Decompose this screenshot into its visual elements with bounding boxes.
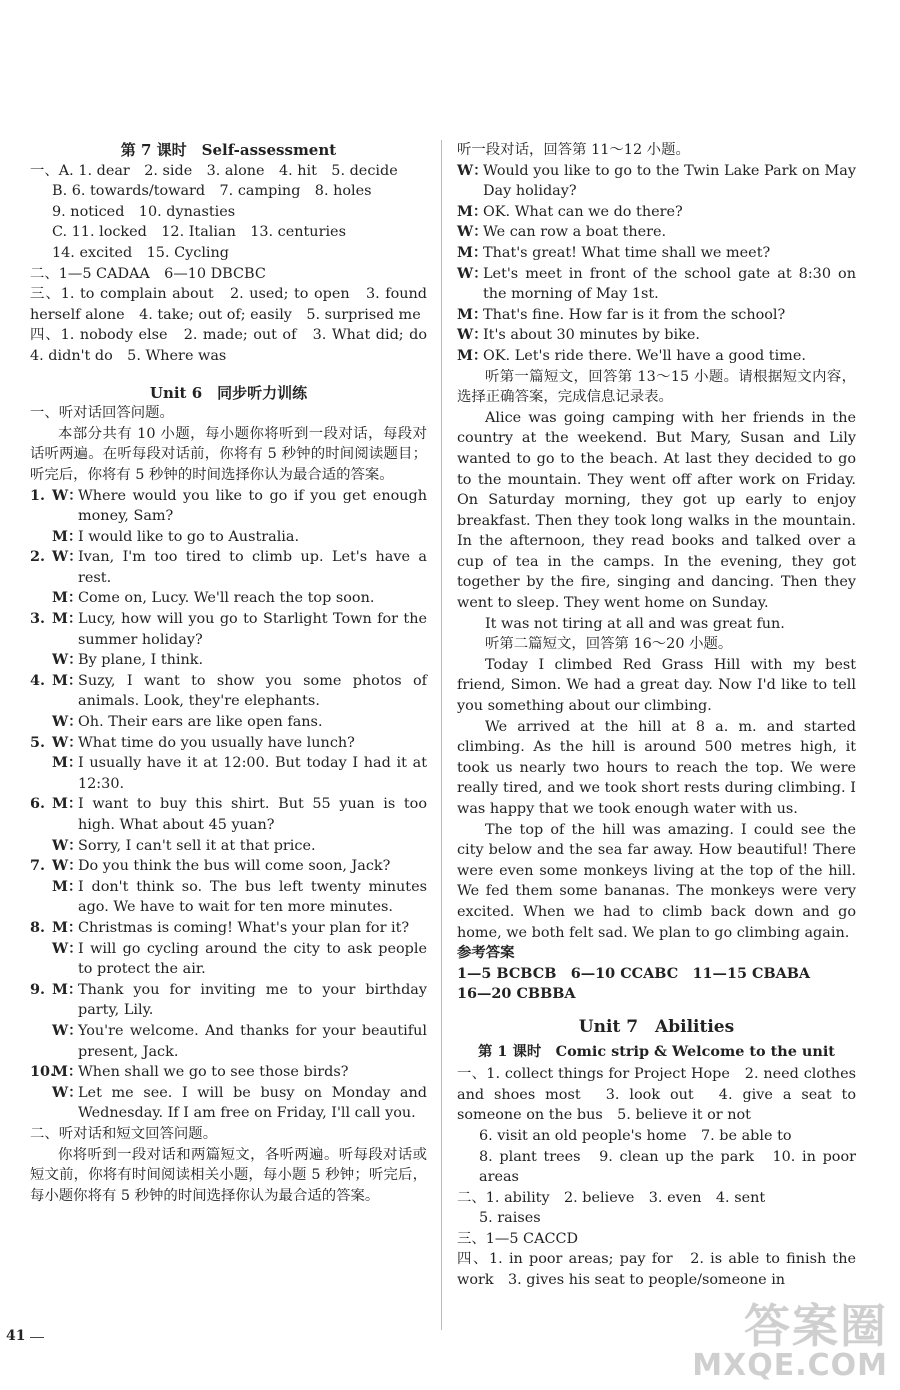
dialogue-text: I would like to go to Australia.	[78, 528, 300, 545]
item-number: 2.	[30, 548, 46, 566]
answer-line: 三、1. to complain about 2. used; to open 3. found herself alone 4. take; out of; easily 5. surprised me	[30, 286, 427, 323]
speaker: M：	[52, 671, 83, 689]
item-number: 7.	[30, 857, 46, 875]
speaker: W：	[52, 733, 83, 751]
dialogue-line	[30, 753, 427, 794]
dialogue-intro: 听一段对话，回答第 11～12 小题。	[457, 142, 690, 158]
item-number: 4.	[30, 671, 46, 689]
answer-line: C. 11. locked 12. Italian 13. centuries	[52, 224, 346, 241]
dialogue-line	[30, 980, 427, 1021]
dialogue-line	[30, 712, 427, 733]
passage-intro: 听第一篇短文，回答第 13～15 小题。请根据短文内容，选择正确答案，完成信息记录表。	[457, 368, 856, 406]
dialogue-list	[30, 486, 427, 1124]
dialogue-line	[30, 877, 427, 918]
dialogue-line	[30, 486, 427, 527]
answer-line: 6. visit an old people's home 7. be able to	[479, 1127, 792, 1144]
dialogue-text: Where would you like to go if you get enough money, Sam?	[78, 487, 427, 525]
passage-paragraph: Today I climbed Red Grass Hill with my best friend, Simon. We had a great day. Now I'd like to tell you something about our climbing.	[457, 656, 856, 715]
dialogue-line	[30, 918, 427, 939]
speaker: M：	[52, 795, 83, 813]
dialogue-line	[457, 305, 856, 326]
passage-paragraph: The top of the hill was amazing. I could see the city below and the sea far away. How beautiful! There were even some monkeys living at the top of the hill. We fed them some bananas. The monkeys were very excited. When we had to climb back down and go home, we both felt sad. We plan to go climbing again.	[457, 821, 856, 941]
item-number: 3.	[30, 610, 46, 628]
dialogue-line	[30, 733, 427, 754]
answer-key-line: 16—20 CBBBA	[457, 985, 576, 1003]
dialogue-text: What time do you usually have lunch?	[78, 734, 355, 751]
dialogue-line	[457, 325, 856, 346]
dialogue-line	[30, 527, 427, 548]
dialogue-text: Oh. Their ears are like open fans.	[78, 714, 323, 731]
speaker: W：	[457, 326, 488, 344]
answer-line: 9. noticed 10. dynasties	[52, 203, 236, 220]
dialogue-line	[30, 588, 427, 609]
speaker: M：	[457, 202, 488, 220]
speaker: M：	[52, 754, 83, 772]
section-heading: 二、听对话和短文回答问题。	[30, 1125, 218, 1142]
item-number: 5.	[30, 733, 46, 751]
dialogue-text: Suzy, I want to show you some photos of animals. Look, they're elephants.	[78, 672, 427, 710]
answer-key-heading: 参考答案	[457, 944, 515, 962]
speaker: M：	[52, 589, 83, 607]
speaker: M：	[52, 877, 83, 895]
item-number: 10.	[30, 1063, 56, 1081]
answer-line: 四、1. in poor areas; pay for 2. is able to finish the work 3. gives his seat to people/someone in	[457, 1251, 856, 1289]
speaker: W：	[52, 713, 83, 731]
dialogue-text: Let's meet in front of the school gate at 8:30 on the morning of May 1st.	[483, 265, 856, 303]
dialogue-line	[457, 202, 856, 223]
dialogue-text: Do you think the bus will come soon, Jack?	[78, 858, 391, 875]
speaker: W：	[52, 1083, 83, 1101]
dialogue-text: I will go cycling around the city to ask people to protect the air.	[78, 940, 427, 978]
item-number: 1.	[30, 486, 46, 504]
answer-line: B. 6. towards/toward 7. camping 8. holes	[52, 183, 372, 200]
dialogue-line	[30, 794, 427, 835]
dialogue-text: By plane, I think.	[78, 652, 204, 669]
unit6-title: Unit 6 同步听力训练	[149, 383, 308, 402]
answer-line: 四、1. nobody else 2. made; out of 3. What did; do 4. didn't do 5. Where was	[30, 327, 442, 364]
dialogue-line	[30, 609, 427, 650]
dialogue-text: I want to buy this shirt. But 55 yuan is too high. What about 45 yuan?	[78, 796, 427, 833]
answer-line: 二、1. ability 2. believe 3. even 4. sent	[457, 1189, 766, 1206]
answer-line: 14. excited 15. Cycling	[52, 244, 230, 261]
dialogue-line	[30, 836, 427, 857]
passage-intro: 听第二篇短文，回答第 16～20 小题。	[485, 636, 733, 653]
speaker: M：	[457, 346, 488, 364]
right-column	[457, 140, 856, 1291]
dialogue-text: That's great! What time shall we meet?	[483, 244, 771, 261]
dialogue-line	[457, 161, 856, 202]
dialogue-line	[457, 243, 856, 264]
answer-line: 二、1—5 CADAA 6—10 DBCBC	[30, 265, 266, 282]
dialogue-text: You're welcome. And thanks for your beautiful present, Jack.	[78, 1022, 427, 1060]
passage-paragraph: It was not tiring at all and was great fun.	[485, 615, 785, 632]
speaker: W：	[457, 223, 488, 241]
answer-line: 8. plant trees 9. clean up the park 10. in poor areas	[479, 1148, 856, 1186]
dialogue-line	[30, 856, 427, 877]
dialogue-text: Lucy, how will you go to Starlight Town for the summer holiday?	[78, 611, 427, 648]
speaker: M：	[52, 527, 83, 545]
speaker: M：	[457, 243, 488, 261]
dialogue-line	[30, 671, 427, 712]
speaker: W：	[52, 939, 83, 957]
dialogue-line	[30, 1021, 427, 1062]
dialogue-line	[457, 264, 856, 305]
dialogue-text: OK. What can we do there?	[483, 203, 683, 220]
item-number: 8.	[30, 918, 46, 936]
answer-line: 三、1—5 CACCD	[457, 1230, 579, 1247]
section-instructions: 本部分共有 10 小题，每小题你将听到一段对话，每段对话听两遍。在听每段对话前，你将有 5 秒钟的时间阅读题目；听完后，你将有 5 秒钟的时间选择你认为最合适的答案。	[30, 425, 427, 483]
dialogue-line	[30, 1062, 427, 1083]
page-number-rule	[30, 1337, 44, 1338]
speaker: W：	[52, 857, 83, 875]
watermark-logo	[692, 1299, 888, 1383]
dialogue-text: Come on, Lucy. We'll reach the top soon.	[78, 590, 375, 607]
dialogue-text: It's about 30 minutes by bike.	[483, 327, 700, 344]
speaker: W：	[52, 1021, 83, 1039]
dialogue-text: I don't think so. The bus left twenty minutes ago. We have to wait for ten more minutes.	[78, 878, 427, 916]
speaker: W：	[52, 486, 83, 504]
section-heading: 一、听对话回答问题。	[30, 405, 174, 422]
dialogue-text: That's fine. How far is it from the school?	[483, 306, 786, 323]
answer-line: 5. raises	[479, 1210, 541, 1227]
speaker: W：	[52, 651, 83, 669]
answer-key-line: 1—5 BCBCB 6—10 CCABC 11—15 CBABA	[457, 964, 811, 982]
watermark-line1: 答案圈	[744, 1299, 888, 1353]
dialogue-text: Sorry, I can't sell it at that price.	[78, 837, 316, 854]
answer-line: 一、A. 1. dear 2. side 3. alone 4. hit 5. decide	[30, 162, 398, 179]
dialogue-line	[457, 222, 856, 243]
speaker: M：	[52, 610, 83, 628]
watermark-line2: MXQE.COM	[692, 1348, 888, 1383]
speaker: M：	[52, 918, 83, 936]
dialogue-text: I usually have it at 12:00. But today I had it at 12:30.	[78, 755, 427, 792]
dialogue-text: Thank you for inviting me to your birthday party, Lily.	[78, 981, 427, 1019]
dialogue-line	[30, 1083, 427, 1124]
unit7-title: Unit 7 Abilities	[578, 1016, 735, 1037]
passage-paragraph: We arrived at the hill at 8 a. m. and started climbing. As the hill is around 500 metres high, it took us nearly two hours to reach the top. We were really tired, and we took short rests during climbing. I was happy that we took enough water with us.	[457, 718, 856, 817]
dialogue-text: OK. Let's ride there. We'll have a good time.	[483, 347, 806, 364]
item-number: 9.	[30, 980, 46, 998]
answer-line: 一、1. collect things for Project Hope 2. need clothes and shoes most 3. look out 4. give a seat to someone on the bus 5. believe it or not	[457, 1066, 856, 1124]
dialogue-text: When shall we go to see those birds?	[78, 1064, 349, 1081]
dialogue-line	[30, 547, 427, 588]
speaker: M：	[52, 1063, 83, 1081]
passage-paragraph: Alice was going camping with her friends in the country at the weekend. But Mary, Susan and Lily wanted to go to the beach. At last they decided to go to the mountain. They went off after work on Friday. On Saturday morning, they got up early to enjoy breakfast. Then they took long walks in the mountain. In the afternoon, they read books and talked over a cup of tea in the camps. In the evening, they got together by the fire, singing and dancing. Then they went to sleep. They went home on Sunday.	[457, 409, 856, 612]
lesson7-title: 第 7 课时 Self-assessment	[120, 141, 337, 159]
dialogue-text: Christmas is coming! What's your plan for it?	[78, 919, 410, 936]
item-number: 6.	[30, 795, 46, 813]
column-divider	[441, 140, 442, 1330]
page-number: 41	[6, 1328, 26, 1344]
speaker: W：	[52, 836, 83, 854]
left-column	[30, 140, 442, 1206]
speaker: W：	[457, 161, 488, 179]
section-instructions: 你将听到一段对话和两篇短文，各听两遍。听每段对话或短文前，你将有时间阅读相关小题，每小题 5 秒钟；听完后，每小题你将有 5 秒钟的时间选择你认为最合适的答案。	[30, 1146, 427, 1204]
dialogue-text: Let me see. I will be busy on Monday and Wednesday. If I am free on Friday, I'll call you.	[78, 1084, 427, 1122]
dialogue-line	[30, 939, 427, 980]
speaker: M：	[52, 980, 83, 998]
dialogue-text: Ivan, I'm too tired to climb up. Let's have a rest.	[78, 549, 427, 586]
dialogue-line	[457, 346, 856, 367]
dialogue-line	[30, 650, 427, 671]
speaker: M：	[457, 305, 488, 323]
speaker: W：	[457, 264, 488, 282]
dialogue-list	[457, 161, 856, 367]
dialogue-text: We can row a boat there.	[483, 224, 667, 241]
speaker: W：	[52, 548, 83, 566]
lesson1-title: 第 1 课时 Comic strip & Welcome to the unit	[478, 1042, 835, 1060]
dialogue-text: Would you like to go to the Twin Lake Park on May Day holiday?	[483, 162, 856, 200]
